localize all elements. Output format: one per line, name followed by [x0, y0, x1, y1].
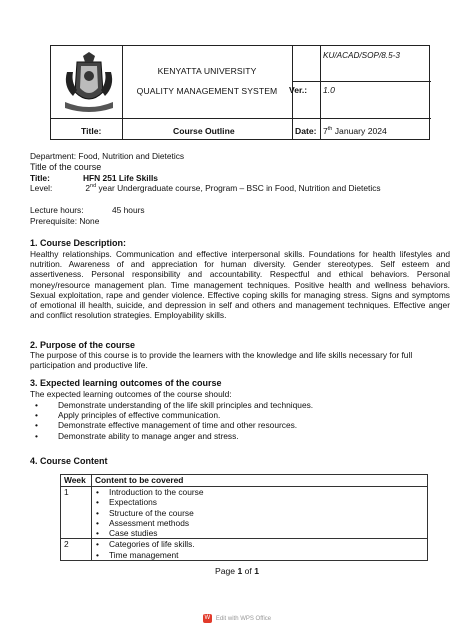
header-table	[50, 45, 430, 140]
content-cell	[92, 487, 428, 539]
list-item: • Demonstrate effective management of time and other resources.	[35, 420, 298, 431]
purpose-heading: 2. Purpose of the course	[30, 340, 136, 350]
bullet-icon: •	[35, 410, 38, 421]
bullet-icon: •	[35, 420, 38, 431]
list-item: • Time management	[96, 549, 179, 560]
version-label: Ver.:	[289, 85, 308, 95]
university-crest-icon	[59, 52, 119, 114]
week-cell: 1	[61, 487, 92, 539]
content-column-header: Content to be covered	[92, 475, 428, 487]
outcomes-heading: 3. Expected learning outcomes of the course	[30, 378, 222, 388]
wps-logo-icon: W	[204, 615, 211, 621]
list-item: • Assessment methods	[96, 517, 190, 528]
university-name: KENYATTA UNIVERSITY	[157, 66, 257, 76]
course-title-heading: Title of the course	[30, 162, 102, 172]
list-item: • Demonstrate ability to manage anger and stress.	[35, 430, 239, 441]
bullet-icon: •	[96, 549, 99, 560]
content-heading: 4. Course Content	[30, 456, 108, 466]
week-column-header: Week	[61, 475, 92, 487]
document-code: KU/ACAD/SOP/8.5-3	[323, 51, 400, 60]
table-row	[61, 539, 428, 561]
bullet-icon: •	[96, 497, 99, 508]
wps-watermark[interactable]: W Edit with WPS Office	[204, 615, 272, 623]
list-item: • Structure of the course	[96, 507, 194, 518]
title-value: Course Outline	[173, 126, 235, 136]
title-label: Title:	[81, 126, 102, 136]
list-item: • Apply principles of effective communication.	[35, 410, 221, 421]
description-heading: 1. Course Description:	[30, 238, 127, 248]
bullet-icon: •	[96, 528, 99, 539]
bullet-icon: •	[35, 400, 38, 410]
bullet-icon: •	[96, 507, 99, 518]
week-cell: 2	[61, 539, 92, 561]
table-row	[61, 487, 428, 539]
bullet-icon: •	[35, 430, 38, 441]
prerequisite-line: Prerequisite: None	[30, 216, 100, 226]
description-text: Healthy relationships. Communication and effective interpersonal skills. Foundations for health lifestyles and nutrition. Awareness of and appreciation for human diversity. Gender stereotypes. Self esteem and assertiveness. Personal responsibility and accountability. Respectful and ethical behaviors. Personal money/resource management plan. Time management techniques. Positive health and wellness behaviors. Sexual exploitation, rape and gender violence. Effective coping skills for managing stress. Signs and symptoms of emotional ill health, suicide, and depression in self and others and management techniques. Effective anger and conflict resolution strategies. Employability skills.	[30, 249, 450, 321]
bullet-icon: •	[96, 517, 99, 528]
outcomes-intro: The expected learning outcomes of the course should:	[30, 389, 232, 399]
course-title-line: Title: HFN 251 Life Skills	[30, 173, 158, 183]
date-label: Date:	[295, 126, 317, 136]
content-cell	[92, 539, 428, 561]
list-item: • Expectations	[96, 497, 157, 508]
bullet-icon: •	[96, 487, 99, 497]
department-line: Department: Food, Nutrition and Dietetics	[30, 151, 185, 161]
list-item: • Demonstrate understanding of the life skill principles and techniques.	[35, 400, 314, 410]
course-content-table	[60, 474, 428, 561]
date-value: 7th January 2024	[323, 126, 387, 136]
page-number: Page 1 of 1	[215, 566, 259, 576]
purpose-text: The purpose of this course is to provide the learners with the knowledge and life skills necessary for full participation and productive life.	[30, 350, 413, 371]
lecture-hours-line: Lecture hours: 45 hours	[30, 205, 145, 215]
version-value: 1.0	[323, 85, 335, 95]
list-item: • Case studies	[96, 528, 158, 539]
level-line: Level: 2nd year Undergraduate course, Program – BSC in Food, Nutrition and Dietetics	[30, 183, 381, 193]
bullet-icon: •	[96, 539, 99, 550]
list-item: • Introduction to the course	[96, 487, 204, 497]
outcomes-list	[30, 400, 450, 441]
list-item: • Categories of life skills.	[96, 539, 195, 550]
table-header-row	[61, 475, 428, 487]
management-system: QUALITY MANAGEMENT SYSTEM	[136, 86, 278, 96]
